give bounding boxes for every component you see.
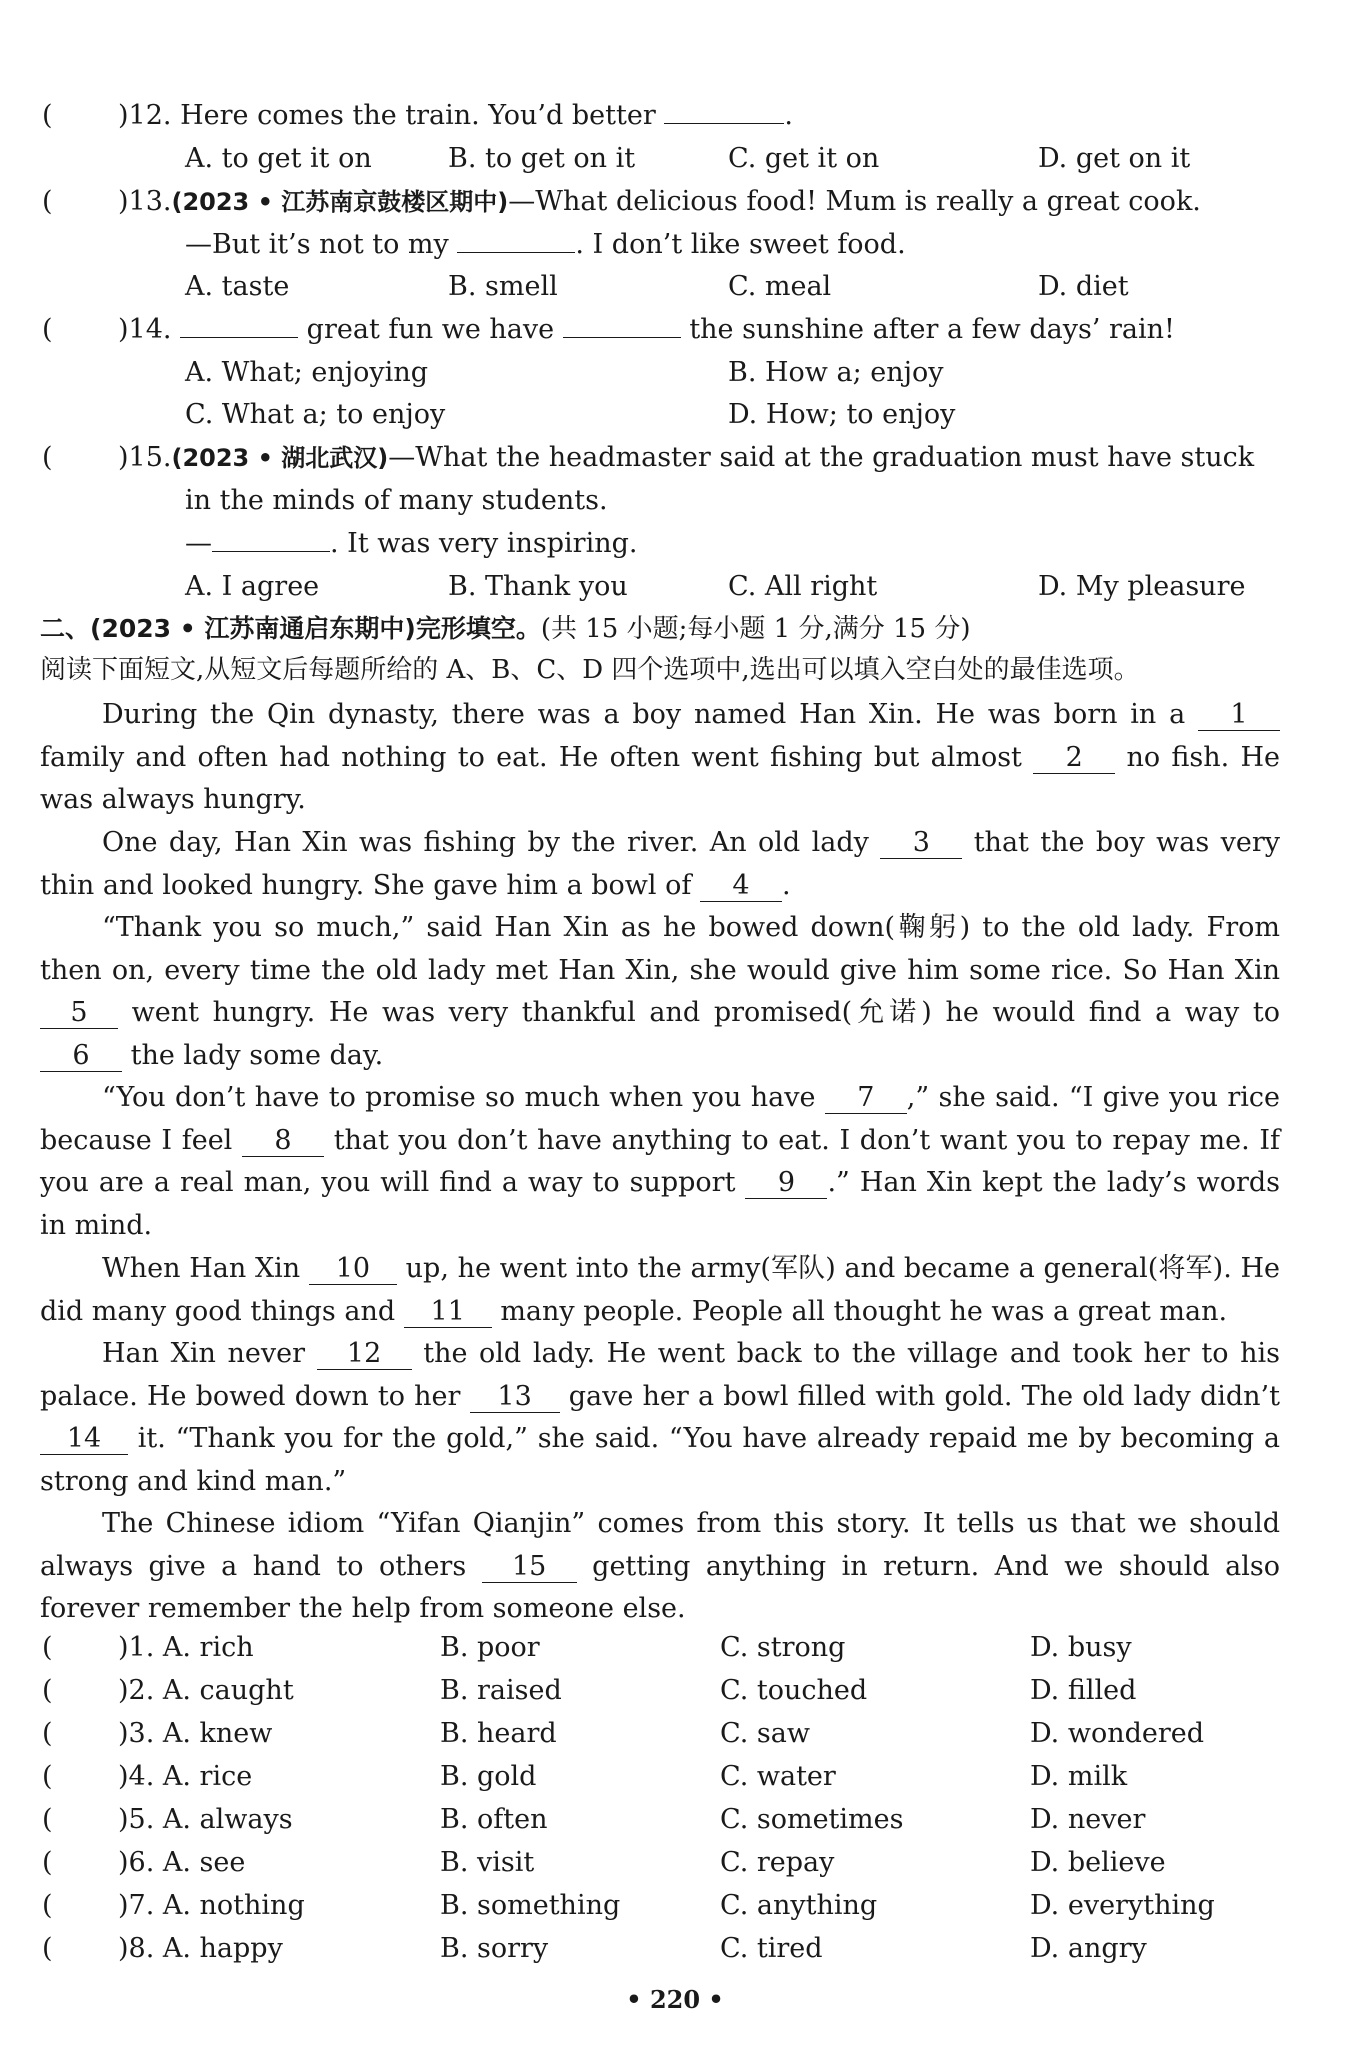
choice3-option-b[interactable]: B. heard bbox=[440, 1718, 557, 1749]
q12-text: Here comes the train. You’d better bbox=[180, 100, 656, 131]
q14-option-d[interactable]: D. How; to enjoy bbox=[728, 399, 956, 430]
choice5-option-c[interactable]: C. sometimes bbox=[720, 1804, 904, 1835]
section-title bbox=[40, 611, 970, 647]
q13-option-d[interactable]: D. diet bbox=[1038, 271, 1129, 302]
q13-option-b[interactable]: B. smell bbox=[448, 271, 558, 302]
choice1-paren: ( bbox=[42, 1632, 53, 1663]
q14-blank-2[interactable] bbox=[563, 337, 681, 338]
section-instruction: 阅读下面短文,从短文后每题所给的 A、B、C、D 四个选项中,选出可以填入空白处的最佳选项。 bbox=[40, 655, 1140, 685]
passage-paragraph-2 bbox=[40, 822, 1280, 907]
passage-blank-14[interactable]: 14 bbox=[40, 1424, 128, 1455]
q12-blank[interactable] bbox=[664, 123, 784, 124]
q15-blank[interactable] bbox=[212, 551, 330, 552]
choice6-option-b[interactable]: B. visit bbox=[440, 1847, 535, 1878]
choice5-option-b[interactable]: B. often bbox=[440, 1804, 548, 1835]
passage-blank-7[interactable]: 7 bbox=[825, 1083, 907, 1114]
choice7-option-a[interactable]: )7. A. nothing bbox=[118, 1890, 305, 1921]
q13-line2-pre: —But it’s not to my bbox=[185, 229, 449, 260]
passage-blank-10[interactable]: 10 bbox=[309, 1254, 397, 1285]
q13-num: )13. bbox=[118, 186, 172, 217]
choice6-paren: ( bbox=[42, 1847, 53, 1878]
choice8-option-a[interactable]: )8. A. happy bbox=[118, 1933, 283, 1964]
passage-text: Han Xin never bbox=[102, 1338, 305, 1369]
q13-source: (2023 • 江苏南京鼓楼区期中) bbox=[171, 188, 509, 216]
q14-option-b[interactable]: B. How a; enjoy bbox=[728, 357, 944, 388]
choice2-option-a[interactable]: )2. A. caught bbox=[118, 1675, 294, 1706]
choice5-option-a[interactable]: )5. A. always bbox=[118, 1804, 293, 1835]
choice8-option-c[interactable]: C. tired bbox=[720, 1933, 823, 1964]
choice3-option-c[interactable]: C. saw bbox=[720, 1718, 810, 1749]
q12-period: . bbox=[784, 100, 793, 131]
choice6-option-c[interactable]: C. repay bbox=[720, 1847, 835, 1878]
section-number: 二、 bbox=[40, 614, 91, 643]
passage-text: . bbox=[781, 869, 791, 901]
passage-text: it. “Thank you for the gold,” she said. “You have already repaid me by becoming a strong and kind man.” bbox=[40, 1423, 1280, 1497]
q15-line3 bbox=[185, 526, 637, 562]
q14-blank-1[interactable] bbox=[180, 337, 298, 338]
passage-blank-3[interactable]: 3 bbox=[880, 828, 962, 859]
choice5-paren: ( bbox=[42, 1804, 53, 1835]
q15-text: —What the headmaster said at the graduation must have stuck bbox=[388, 442, 1255, 473]
passage-text: When Han Xin bbox=[102, 1253, 301, 1284]
passage-text: that you don’t have anything to eat. I don’t want you to repay me. If you are a real man, you will find a way to support bbox=[40, 1124, 1281, 1199]
section-main: 完形填空。 bbox=[415, 614, 541, 643]
choice7-option-b[interactable]: B. something bbox=[440, 1890, 621, 1921]
choice1-option-a[interactable]: )1. A. rich bbox=[118, 1632, 254, 1663]
passage-text: The Chinese idiom “Yifan Qianjin” comes from this story. It tells us that we should always give a hand to others bbox=[40, 1508, 1280, 1582]
choice6-option-a[interactable]: )6. A. see bbox=[118, 1847, 246, 1878]
passage-text: ,” she said. “I give you rice because I feel bbox=[40, 1082, 1280, 1156]
section-score: (共 15 小题;每小题 1 分,满分 15 分) bbox=[540, 614, 971, 644]
choice2-option-c[interactable]: C. touched bbox=[720, 1675, 868, 1706]
passage-text: One day, Han Xin was fishing by the river. An old lady bbox=[102, 827, 869, 858]
choice8-paren: ( bbox=[42, 1933, 53, 1964]
q15-option-a[interactable]: A. I agree bbox=[185, 571, 320, 602]
choice2-option-b[interactable]: B. raised bbox=[440, 1675, 562, 1706]
q14-option-a[interactable]: A. What; enjoying bbox=[185, 357, 428, 388]
passage-paragraph-1 bbox=[40, 694, 1280, 822]
passage-text: family and often had nothing to eat. He often went fishing but almost bbox=[40, 741, 1022, 773]
choice3-option-d[interactable]: D. wondered bbox=[1030, 1718, 1205, 1749]
passage-paragraph-7 bbox=[40, 1503, 1280, 1631]
passage-text: no fish. He was always hungry. bbox=[40, 741, 1280, 816]
q14-num: )14. bbox=[118, 314, 172, 345]
q13-line2-post: . I don’t like sweet food. bbox=[575, 229, 906, 260]
passage-paragraph-6 bbox=[40, 1333, 1280, 1503]
q14-text-1: great fun we have bbox=[306, 314, 555, 345]
choice4-option-d[interactable]: D. milk bbox=[1030, 1761, 1128, 1792]
choice3-paren: ( bbox=[42, 1718, 53, 1749]
passage-text: During the Qin dynasty, there was a boy named Han Xin. He was born in a bbox=[102, 699, 1186, 730]
q15-line2: in the minds of many students. bbox=[185, 485, 608, 516]
page-number: • 220 • bbox=[626, 1985, 724, 2014]
choice3-option-a[interactable]: )3. A. knew bbox=[118, 1718, 273, 1749]
q13-text: —What delicious food! Mum is really a great cook. bbox=[508, 186, 1201, 217]
q14-paren: ( bbox=[42, 314, 53, 345]
passage-blank-9[interactable]: 9 bbox=[745, 1168, 827, 1199]
choice8-option-b[interactable]: B. sorry bbox=[440, 1933, 549, 1964]
choice8-option-d[interactable]: D. angry bbox=[1030, 1933, 1147, 1964]
passage-text: getting anything in return. And we should also forever remember the help from someone else. bbox=[40, 1550, 1280, 1625]
passage-blank-13[interactable]: 13 bbox=[470, 1382, 560, 1413]
passage-paragraph-3 bbox=[40, 907, 1280, 1077]
q13-option-a[interactable]: A. taste bbox=[185, 271, 290, 302]
q12-stem bbox=[118, 98, 793, 134]
q13-paren: ( bbox=[42, 186, 53, 217]
q12-option-a[interactable]: A. to get it on bbox=[185, 143, 372, 174]
passage-text: that the boy was very thin and looked hungry. She gave him a bowl of bbox=[40, 827, 1280, 901]
passage-blank-5[interactable]: 5 bbox=[40, 998, 118, 1029]
passage-blank-6[interactable]: 6 bbox=[40, 1041, 122, 1072]
choice4-option-a[interactable]: )4. A. rice bbox=[118, 1761, 253, 1792]
choice1-option-b[interactable]: B. poor bbox=[440, 1632, 540, 1663]
q15-num: )15. bbox=[118, 442, 172, 473]
choice2-option-d[interactable]: D. filled bbox=[1030, 1675, 1137, 1706]
q13-line2 bbox=[185, 227, 906, 263]
passage-blank-12[interactable]: 12 bbox=[317, 1339, 412, 1370]
choice7-paren: ( bbox=[42, 1890, 53, 1921]
q15-paren: ( bbox=[42, 442, 53, 473]
passage-blank-8[interactable]: 8 bbox=[242, 1126, 324, 1157]
passage-text: the lady some day. bbox=[130, 1039, 384, 1071]
passage-blank-1[interactable]: 1 bbox=[1198, 700, 1280, 731]
q15-source: (2023 • 湖北武汉) bbox=[171, 444, 389, 472]
q15-option-c[interactable]: C. All right bbox=[728, 571, 878, 602]
passage-text: went hungry. He was very thankful and promised(允诺) he would find a way to bbox=[131, 997, 1280, 1029]
passage-text: “Thank you so much,” said Han Xin as he bowed down(鞠躬) to the old lady. From then on, every time the old lady met Han Xin, she would give him some rice. So Han Xin bbox=[40, 912, 1280, 986]
passage-blank-4[interactable]: 4 bbox=[700, 871, 782, 902]
passage-text: .” Han Xin kept the lady’s words in mind. bbox=[40, 1167, 1280, 1241]
passage-paragraph-4 bbox=[40, 1077, 1280, 1247]
q15-line3-pre: — bbox=[185, 528, 212, 559]
q13-stem bbox=[118, 184, 1201, 220]
passage-text: the old lady. He went back to the village and took her to his palace. He bowed down to her bbox=[40, 1338, 1280, 1412]
passage-blank-11[interactable]: 11 bbox=[404, 1297, 492, 1328]
q13-option-c[interactable]: C. meal bbox=[728, 271, 832, 302]
choice4-paren: ( bbox=[42, 1761, 53, 1792]
q12-num: )12. bbox=[118, 100, 172, 131]
choice1-option-c[interactable]: C. strong bbox=[720, 1632, 846, 1663]
choice4-option-c[interactable]: C. water bbox=[720, 1761, 836, 1792]
q14-stem bbox=[118, 312, 1175, 348]
q12-paren: ( bbox=[42, 100, 53, 131]
passage-blank-15[interactable]: 15 bbox=[482, 1552, 577, 1583]
passage-paragraph-5 bbox=[40, 1248, 1280, 1333]
q12-option-c[interactable]: C. get it on bbox=[728, 143, 880, 174]
q15-option-d[interactable]: D. My pleasure bbox=[1038, 571, 1246, 602]
choice5-option-d[interactable]: D. never bbox=[1030, 1804, 1146, 1835]
q15-line3-post: . It was very inspiring. bbox=[330, 528, 638, 559]
q12-option-b[interactable]: B. to get on it bbox=[448, 143, 636, 174]
q14-text-2: the sunshine after a few days’ rain! bbox=[689, 314, 1175, 345]
choice2-paren: ( bbox=[42, 1675, 53, 1706]
q15-option-b[interactable]: B. Thank you bbox=[448, 571, 628, 602]
choice7-option-d[interactable]: D. everything bbox=[1030, 1890, 1215, 1921]
section-source: (2023 • 江苏南通启东期中) bbox=[90, 614, 416, 643]
passage-text: gave her a bowl filled with gold. The old lady didn’t bbox=[568, 1380, 1280, 1412]
choice1-option-d[interactable]: D. busy bbox=[1030, 1632, 1132, 1663]
choice4-option-b[interactable]: B. gold bbox=[440, 1761, 537, 1792]
passage-text: “You don’t have to promise so much when you have bbox=[102, 1082, 816, 1113]
passage-text: many people. People all thought he was a great man. bbox=[500, 1295, 1228, 1327]
passage-text: up, he went into the army(军队) and became a general(将军). He did many good things and bbox=[40, 1253, 1281, 1327]
q12-option-d[interactable]: D. get on it bbox=[1038, 143, 1191, 174]
q15-stem bbox=[118, 440, 1254, 476]
choice7-option-c[interactable]: C. anything bbox=[720, 1890, 878, 1921]
q13-blank[interactable] bbox=[457, 252, 575, 253]
choice6-option-d[interactable]: D. believe bbox=[1030, 1847, 1166, 1878]
passage-blank-2[interactable]: 2 bbox=[1033, 743, 1115, 774]
q14-option-c[interactable]: C. What a; to enjoy bbox=[185, 399, 446, 430]
